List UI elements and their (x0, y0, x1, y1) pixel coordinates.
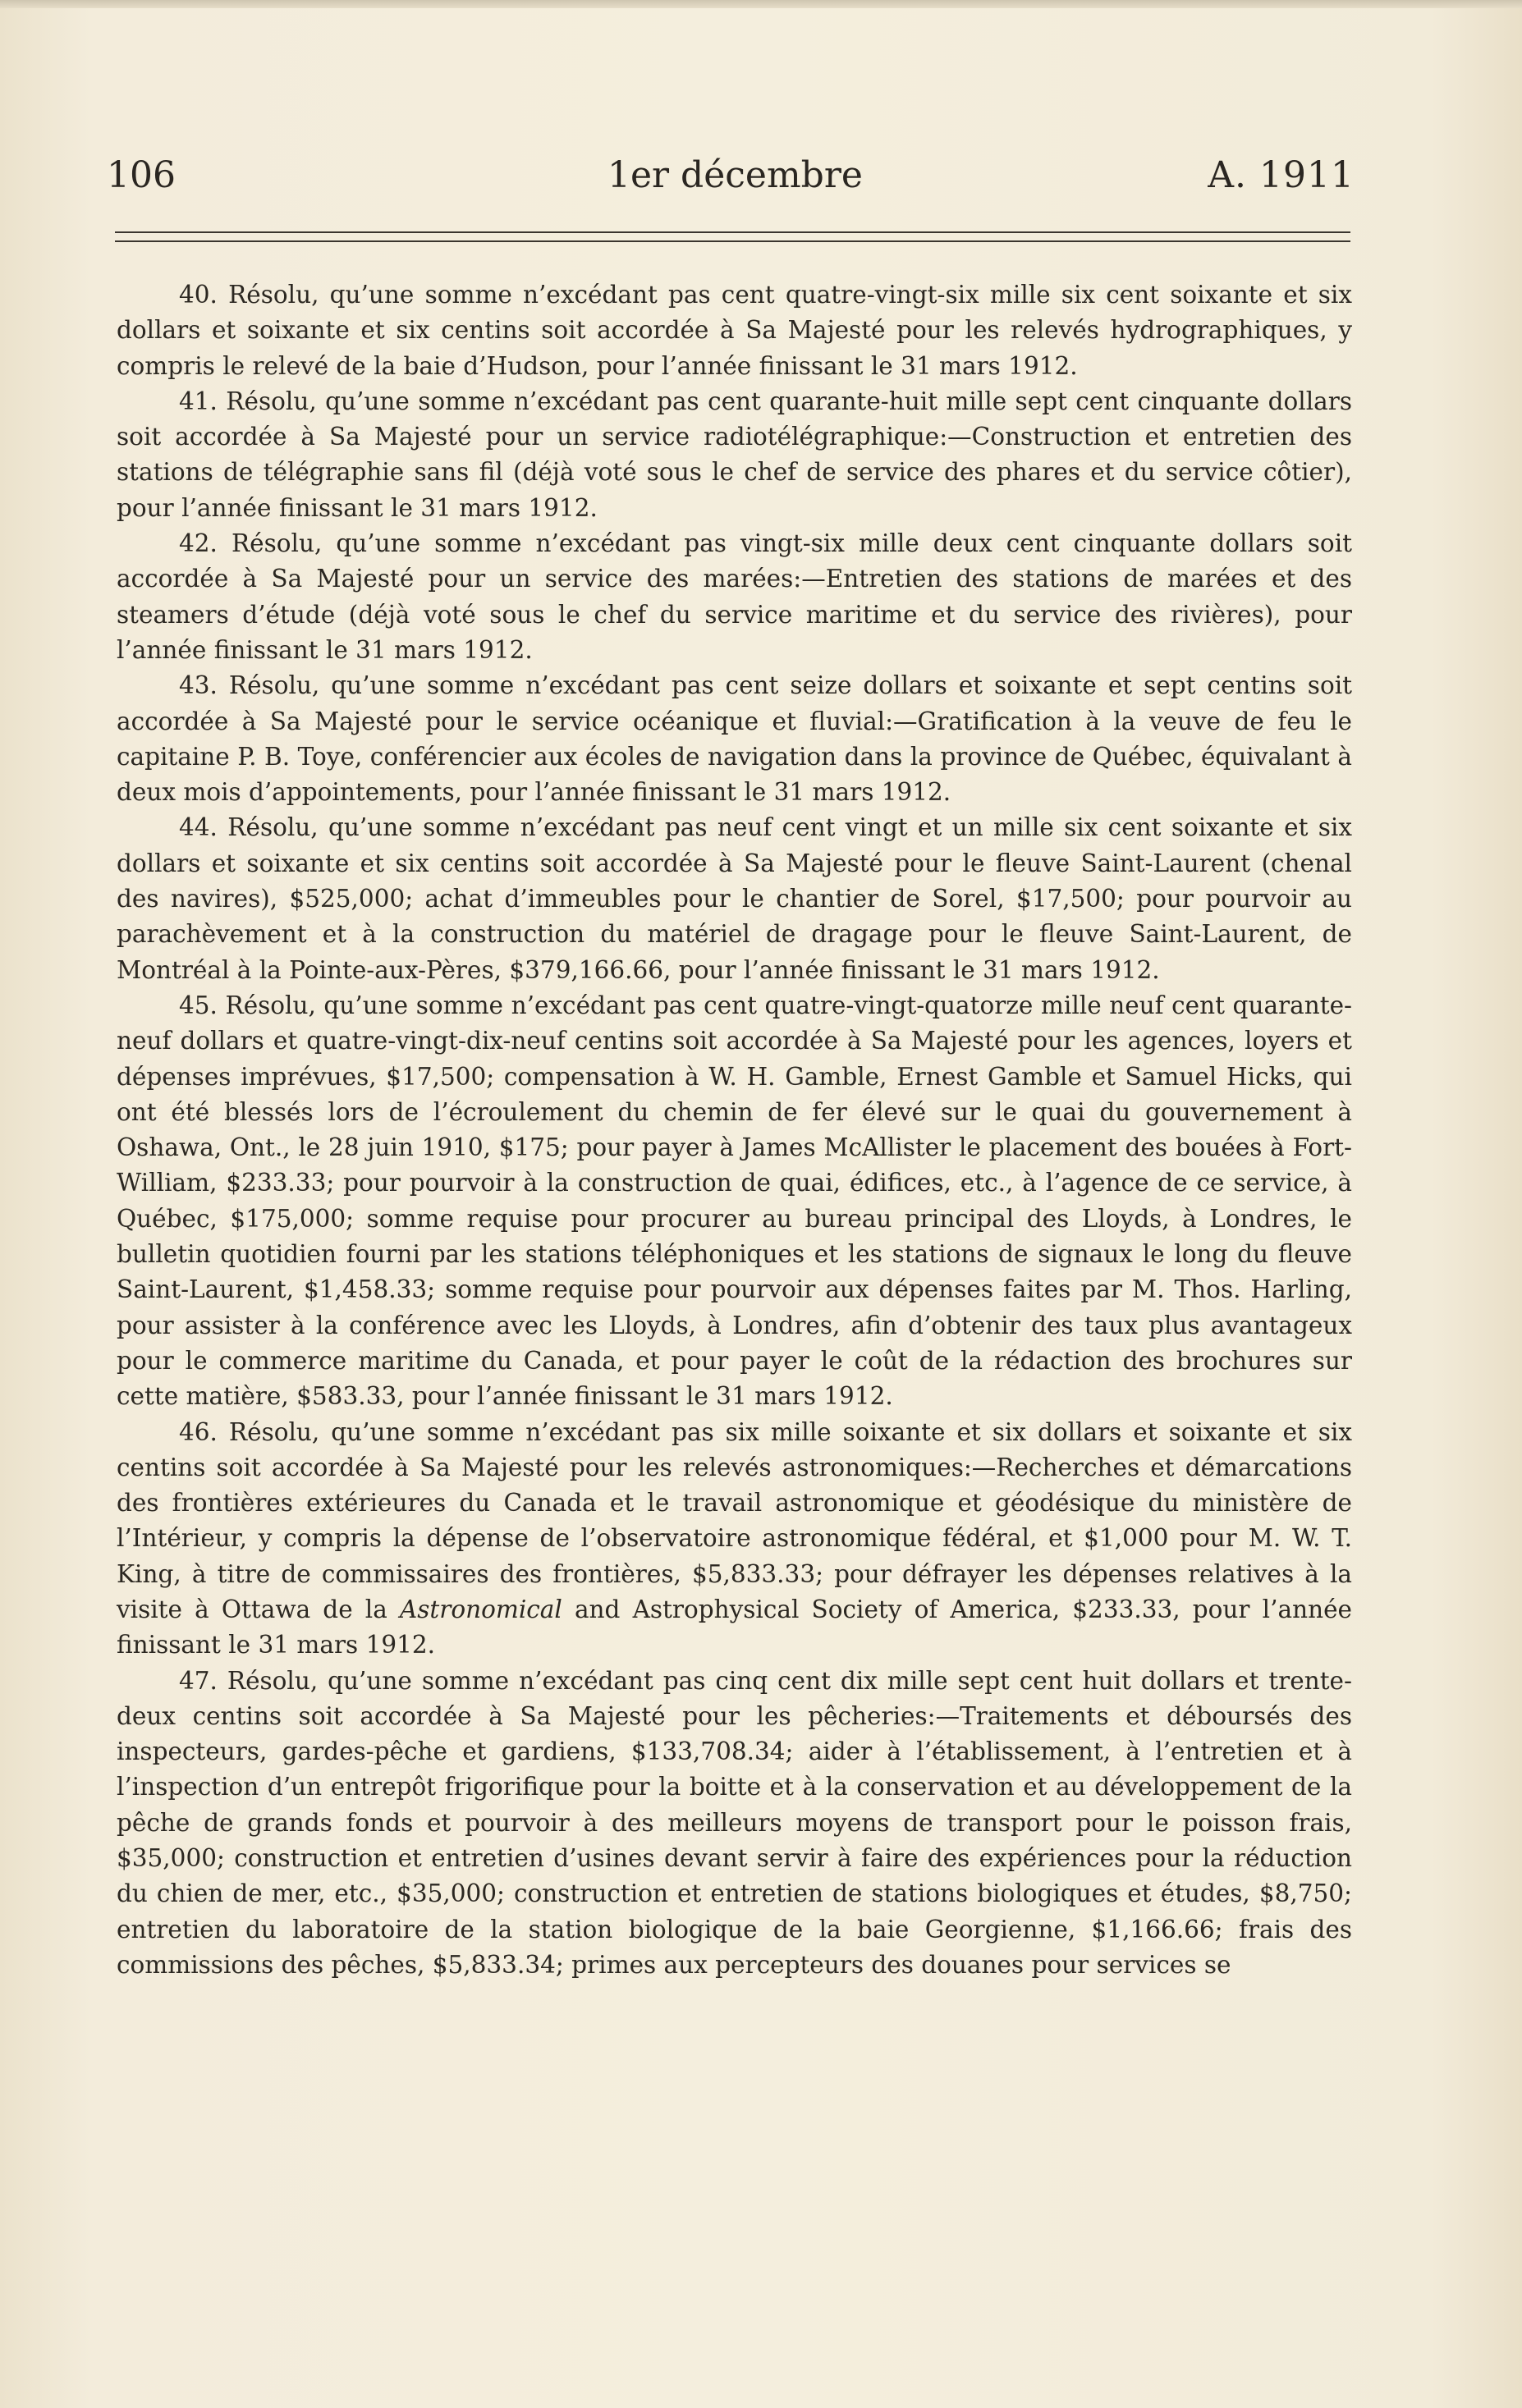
paragraph-47: 47. Résolu, qu’une somme n’excédant pas cinq cent dix mille sept cent huit dollars et trente-deux centins soit accordée à Sa Majesté pour les pêcheries:—Traitements et déboursés des inspecteurs, gardes-pêche et gardiens, $133,708.34; aider à l’établissement, à l’entretien et à l’inspection d’un entrepôt frigorifique pour la boitte et à la conservation et au développement de la pêche de grands fonds et pourvoir à des meilleurs moyens de transport pour le poisson frais, $35,000; construction et entretien d’usines devant servir à faire des expériences pour la réduction du chien de mer, etc., $35,000; construction et entretien de stations biologiques et études, $8,750; entretien du laboratoire de la station biologique de la baie Georgienne, $1,166.66; frais des commissions des pêches, $5,833.34; primes aux percepteurs des douanes pour services se (117, 1666, 1352, 1979)
paragraph-40: 40. Résolu, qu’une somme n’excédant pas cent quatre-vingt-six mille six cent soixante et six dollars et soixante et six centins soit accordée à Sa Majesté pour les relevés hydrographiques, y compris le relevé de la baie d’Hudson, pour l’année finissant le 31 mars 1912. (117, 281, 1352, 380)
page-header (107, 146, 1355, 212)
paragraph-46-part-2: and Astrophysical Society of America, $233.33, pour l’année finissant le 31 mars 1912. (117, 1595, 1352, 1660)
paragraph-41: 41. Résolu, qu’une somme n’excédant pas cent quarante-huit mille sept cent cinquante dollars soit accordée à Sa Majesté pour un service radiotélégraphique:—Construction et entretien des stations de télégraphie sans fil (déjà voté sous le chef de service des phares et du service côtier), pour l’année finissant le 31 mars 1912. (117, 387, 1352, 522)
body-text (117, 277, 1352, 1983)
header-date: 1er décembre (607, 154, 863, 196)
paragraph-46-part-1: 46. Résolu, qu’une somme n’excédant pas six mille soixante et six dollars et soixante et six centins soit accordée à Sa Majesté pour les relevés astronomiques:—Recherches et démarcations des frontières extérieures du Canada et le travail astronomique et géodésique du ministère de l’Intérieur, y compris la dépense de l’observatoire astronomique fédéral, et $1,000 pour M. W. T. King, à titre de commissaires des frontières, $5,833.33; pour défrayer les dépenses relatives à la visite à Ottawa de la (117, 1417, 1352, 1623)
page-number: 106 (107, 154, 176, 196)
paragraph-46 (117, 1415, 1352, 1664)
header-year: A. 1911 (1208, 154, 1355, 196)
paragraph-42: 42. Résolu, qu’une somme n’excédant pas vingt-six mille deux cent cinquante dollars soit accordée à Sa Majesté pour un service des marées:—Entretien des stations de marées et des steamers d’étude (déjà voté sous le chef du service maritime et du service des rivières), pour l’année finissant le 31 mars 1912. (117, 529, 1352, 664)
header-rule-top (115, 231, 1350, 233)
paragraph-43: 43. Résolu, qu’une somme n’excédant pas cent seize dollars et soixante et sept centins soit accordée à Sa Majesté pour le service océanique et fluvial:—Gratification à la veuve de feu le capitaine P. B. Toye, conférencier aux écoles de navigation dans la province de Québec, équivalant à deux mois d’appointements, pour l’année finissant le 31 mars 1912. (117, 671, 1352, 807)
header-rule-bottom (115, 240, 1350, 242)
paragraph-44: 44. Résolu, qu’une somme n’excédant pas neuf cent vingt et un mille six cent soixante et six dollars et soixante et six centins soit accordée à Sa Majesté pour le fleuve Saint-Laurent (chenal des navires), $525,000; achat d’immeubles pour le chantier de Sorel, $17,500; pour pourvoir au parachèvement et à la construction du matériel de dragage pour le fleuve Saint-Laurent, de Montréal à la Pointe-aux-Pères, $379,166.66, pour l’année finissant le 31 mars 1912. (117, 813, 1352, 984)
page-top-edge (0, 0, 1522, 8)
paragraph-45: 45. Résolu, qu’une somme n’excédant pas cent quatre-vingt-quatorze mille neuf cent quarante-neuf dollars et quatre-vingt-dix-neuf centins soit accordée à Sa Majesté pour les agences, loyers et dépenses imprévues, $17,500; compensation à W. H. Gamble, Ernest Gamble et Samuel Hicks, qui ont été blessés lors de l’écroulement du chemin de fer élevé sur le quai du gouvernement à Oshawa, Ont., le 28 juin 1910, $175; pour payer à James McAllister le placement des bouées à Fort-William, $233.33; pour pourvoir à la construction de quai, édifices, etc., à l’agence de ce service, à Québec, $175,000; somme requise pour procurer au bureau principal des Lloyds, à Londres, le bulletin quotidien fourni par les stations téléphoniques et les stations de signaux le long du fleuve Saint-Laurent, $1,458.33; somme requise pour pourvoir aux dépenses faites par M. Thos. Harling, pour assister à la conférence avec les Lloyds, à Londres, afin d’obtenir des taux plus avantageux pour le commerce maritime du Canada, et pour payer le coût de la rédaction des brochures sur cette matière, $583.33, pour l’année finissant le 31 mars 1912. (117, 991, 1352, 1411)
paragraph-46-italic: Astronomical (399, 1595, 562, 1623)
